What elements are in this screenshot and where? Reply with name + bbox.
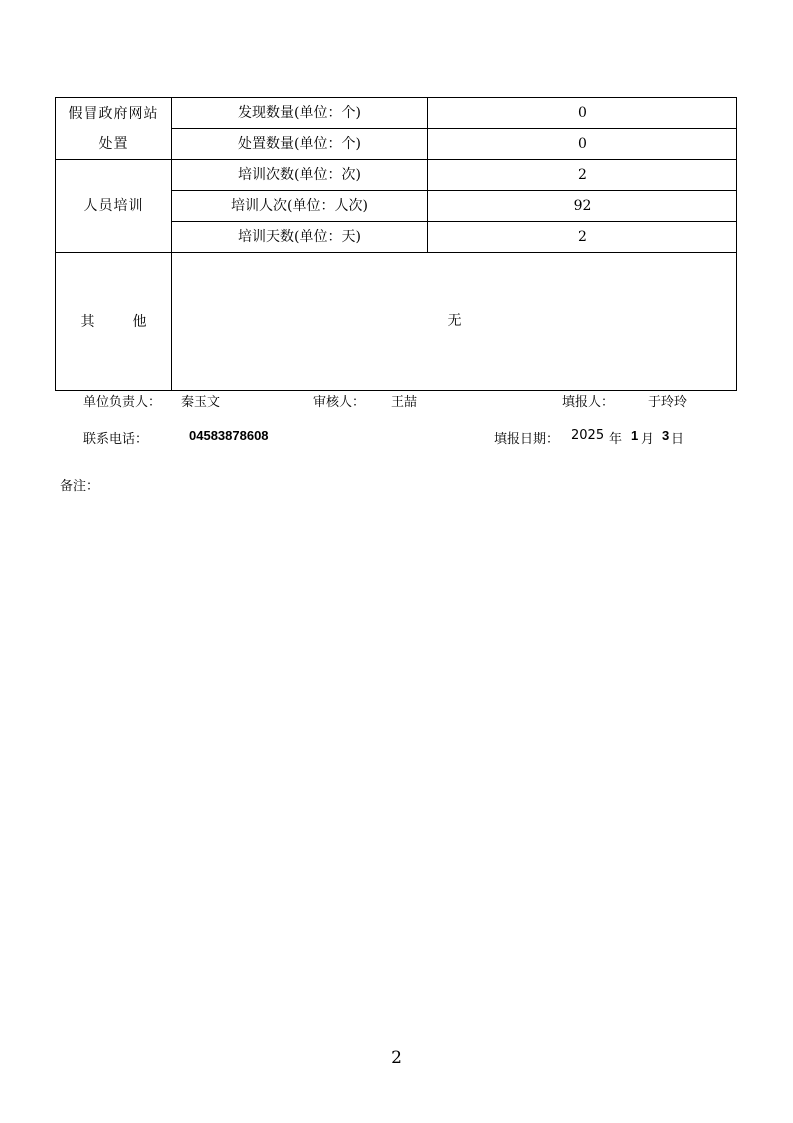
item-training-attendees: 培训人次(单位：人次) [231,197,368,214]
reviewer-name: 王喆 [391,395,418,410]
value-training-attendees: 92 [573,197,592,214]
page-number: 2 [391,1048,402,1068]
item-training-sessions: 培训次数(单位：次) [238,166,361,183]
category-fake-site-line1: 假冒政府网站 [68,105,159,122]
date-day-unit: 日 [671,432,685,447]
category-other [56,253,171,390]
reviewer-label: 审核人： [313,395,366,410]
phone-number: 04583878608 [189,428,269,443]
filler-label: 填报人： [562,395,615,410]
item-training-days: 培训天数(单位：天) [238,228,361,245]
item-found-count: 发现数量(单位：个) [238,104,361,121]
value-training-sessions: 2 [578,166,587,183]
item-handled-count: 处置数量(单位：个) [238,135,361,152]
category-other-b: 他 [132,313,147,330]
category-training: 人员培训 [83,198,144,214]
value-found-count: 0 [578,104,587,121]
note-label: 备注： [60,479,100,494]
date-month: 1 [631,428,639,443]
date-label: 填报日期： [494,432,560,447]
category-other-a: 其 [80,313,95,330]
value-handled-count: 0 [578,135,587,152]
date-month-unit: 月 [641,432,655,447]
category-fake-site-line2: 处置 [98,135,129,152]
value-other: 无 [447,313,462,329]
filler-name: 于玲玲 [648,395,688,410]
category-fake-site [56,98,171,159]
unit-head-name: 秦玉文 [181,395,221,410]
date-year-unit: 年 [609,432,623,447]
date-day: 3 [662,428,670,443]
phone-label: 联系电话： [83,432,149,447]
report-table [55,97,737,391]
value-training-days: 2 [578,228,587,245]
unit-head-label: 单位负责人： [83,395,162,410]
date-year: 2025 [571,428,605,443]
